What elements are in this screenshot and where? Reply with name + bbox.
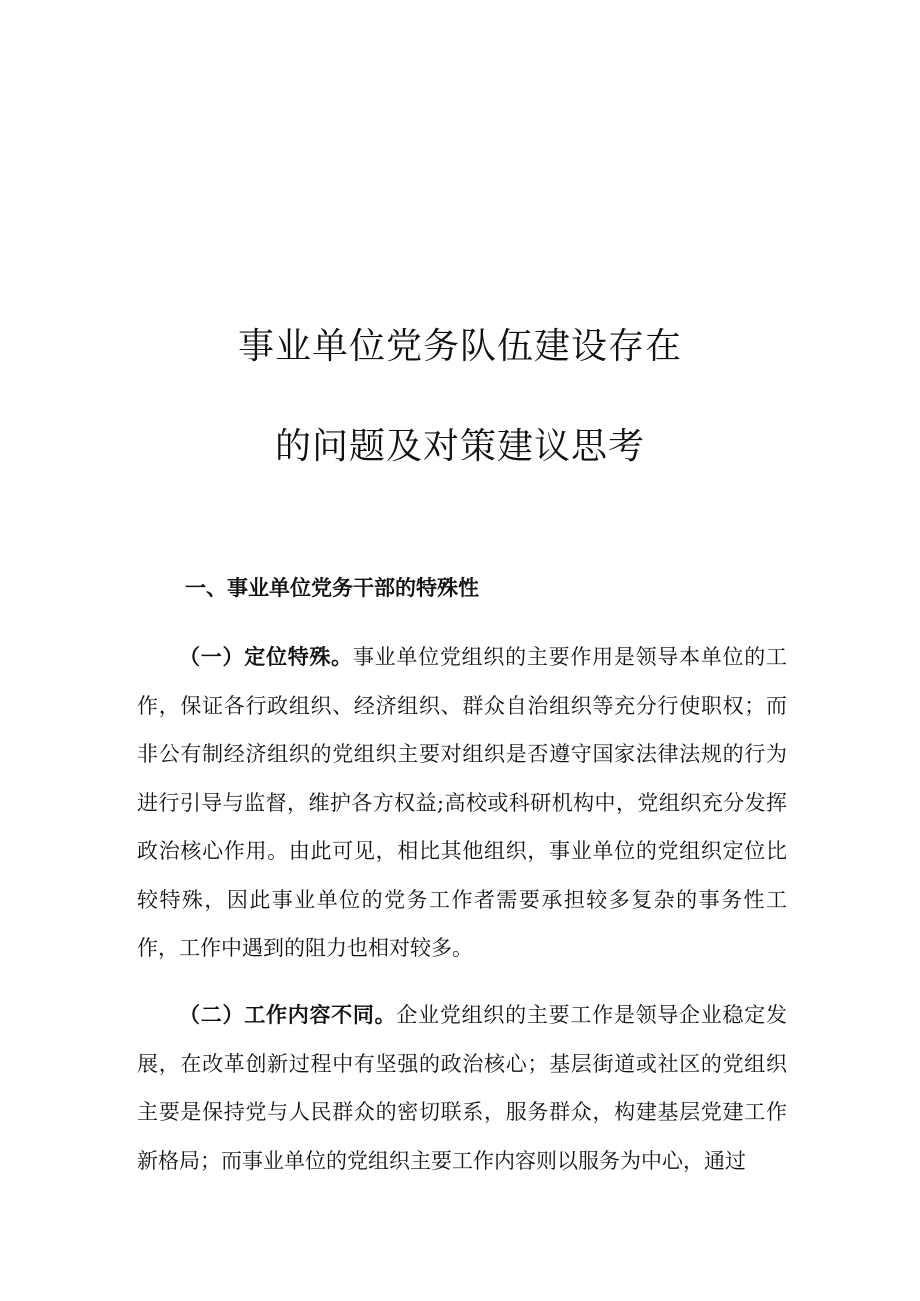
section-heading: 一、事业单位党务干部的特殊性 xyxy=(185,576,479,600)
paragraph-work-content xyxy=(137,991,787,1185)
paragraph-body: 事业单位党组织的主要作用是领导本单位的工作，保证各行政组织、经济组织、群众自治组织等充分行使职权；而非公有制经济组织的党组织主要对组织是否遵守国家法律法规的行为进行引导与监督，维护各方权益;高校或科研机构中，党组织充分发挥政治核心作用。由此可见，相比其他组织，事业单位的党组织定位比较特殊，因此事业单位的党务工作者需要承担较多复杂的事务性工作，工作中遇到的阻力也相对较多。 xyxy=(137,645,788,960)
document-title-line-2: 的问题及对策建议思考 xyxy=(274,426,645,467)
document-title-line-1: 事业单位党务队伍建设存在 xyxy=(237,326,682,367)
paragraph-body: 企业党组织的主要工作是领导企业稳定发展，在改革创新过程中有坚强的政治核心；基层街道或社区的党组织主要是保持党与人民群众的密切联系，服务群众，构建基层党建工作新格局；而事业单位的党组织主要工作内容则以服务为中心，通过 xyxy=(137,1003,788,1173)
paragraph-lead: （二）工作内容不同。 xyxy=(179,1003,397,1027)
paragraph-lead: （一）定位特殊。 xyxy=(179,645,353,669)
paragraph-positioning xyxy=(137,633,787,973)
